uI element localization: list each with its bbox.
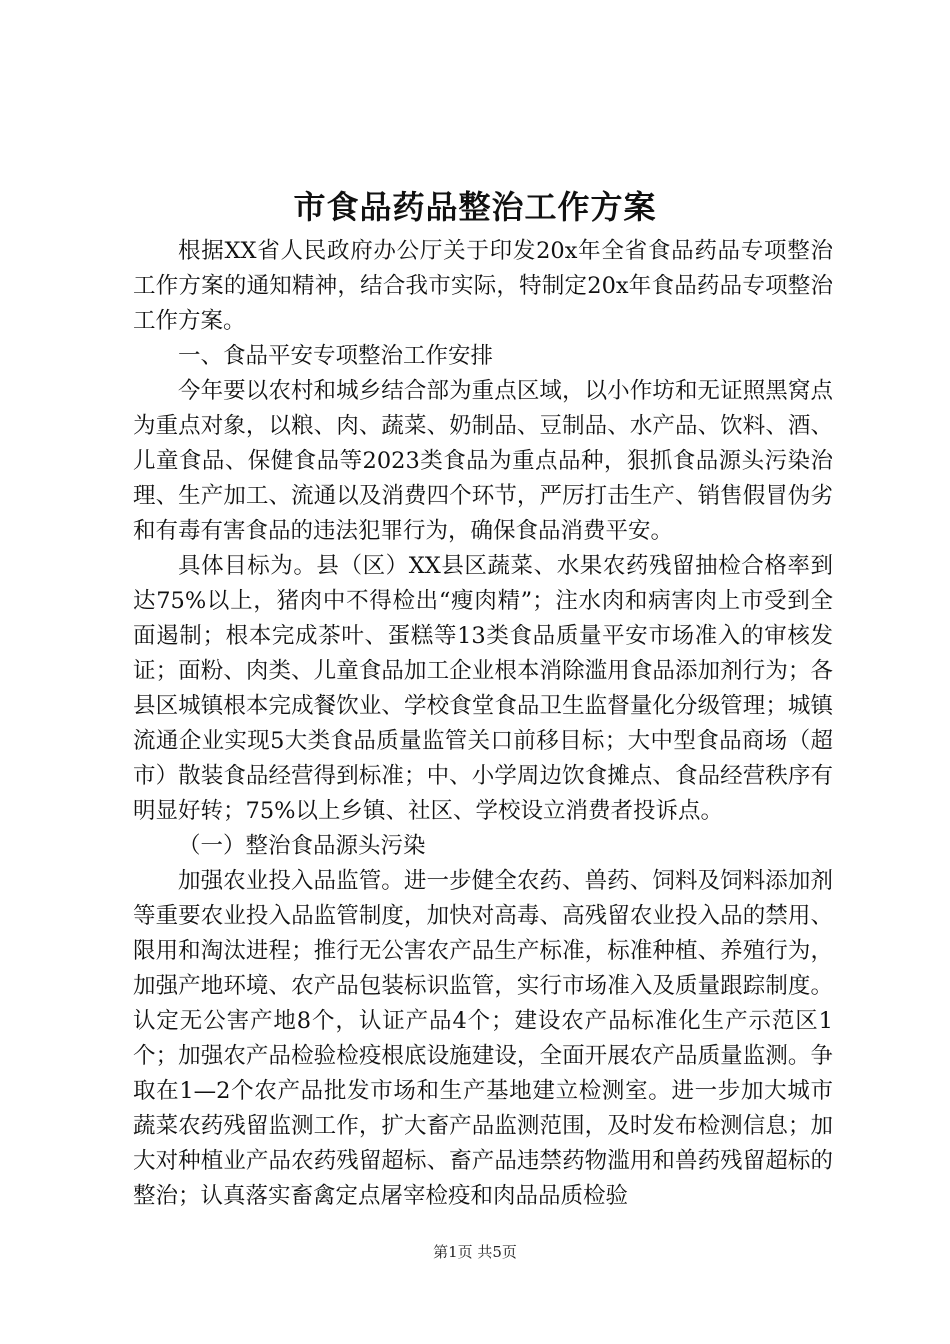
paragraph-focus-areas: 今年要以农村和城乡结合部为重点区域，以小作坊和无证照黑窝点为重点对象，以粮、肉、蔬菜、奶制品、豆制品、水产品、饮料、酒、儿童食品、保健食品等2023类食品为重点品种，狠抓食品源头污染治理、生产加工、流通以及消费四个环节，严厉打击生产、销售假冒伪劣和有毒有害食品的违法犯罪行为，确保食品消费平安。 [133,378,833,544]
page-number-footer: 第1页 共5页 [433,1243,517,1261]
document-title: 市食品药品整治工作方案 [293,188,657,226]
subsection-heading-source-pollution: （一）整治食品源头污染 [178,833,426,859]
paragraph-agricultural-inputs: 加强农业投入品监管。进一步健全农药、兽药、饲料及饲料添加剂等重要农业投入品监管制度，加快对高毒、高残留农业投入品的禁用、限用和淘汰进程；推行无公害农产品生产标准，标准种植、养殖行为，加强产地环境、农产品包装标识监管，实行市场准入及质量跟踪制度。认定无公害产地8个，认证产品4个；建设农产品标准化生产示范区1个；加强农产品检验检疫根底设施建设，全面开展农产品质量监测。争取在1—2个农产品批发市场和生产基地建立检测室。进一步加大城市蔬菜农药残留监测工作，扩大畜产品监测范围，及时发布检测信息；加大对种植业产品农药残留超标、畜产品违禁药物滥用和兽药残留超标的整治；认真落实畜禽定点屠宰检疫和肉品品质检验 [133,868,833,1209]
section-heading-food-safety: 一、食品平安专项整治工作安排 [178,343,494,369]
document-body [133,234,833,1214]
paragraph-intro: 根据XX省人民政府办公厅关于印发20x年全省食品药品专项整治工作方案的通知精神，结合我市实际，特制定20x年食品药品专项整治工作方案。 [133,238,833,334]
paragraph-specific-goals: 具体目标为。县（区）XX县区蔬菜、水果农药残留抽检合格率到达75%以上，猪肉中不得检出“瘦肉精”；注水肉和病害肉上市受到全面遏制；根本完成茶叶、蛋糕等13类食品质量平安市场准入的审核发证；面粉、肉类、儿童食品加工企业根本消除滥用食品添加剂行为；各县区城镇根本完成餐饮业、学校食堂食品卫生监督量化分级管理；城镇流通企业实现5大类食品质量监管关口前移目标；大中型食品商场（超市）散装食品经营得到标准；中、小学周边饮食摊点、食品经营秩序有明显好转；75%以上乡镇、社区、学校设立消费者投诉点。 [133,553,833,824]
